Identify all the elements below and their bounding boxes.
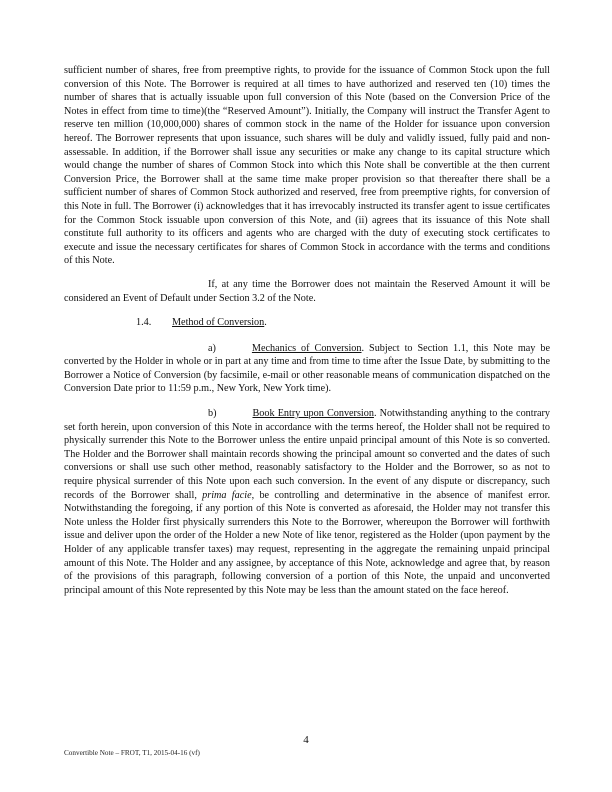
- document-body: [64, 64, 550, 608]
- subsection-a-letter: a): [208, 342, 216, 354]
- page-number: 4: [303, 734, 309, 746]
- section-heading: [136, 316, 550, 330]
- subsection-a-title: Mechanics of Conversion: [251, 342, 362, 354]
- footer-text: Convertible Note – FROT, T1, 2015-04-16 (vf): [64, 749, 200, 757]
- section-number: 1.4.: [136, 317, 152, 329]
- subsection-b-italic: prima facie: [202, 489, 252, 501]
- subsection-b: [64, 407, 550, 597]
- reserved-shares-paragraph: sufficient number of shares, free from preemptive rights, to provide for the issuance of Common Stock upon the full conversion of this Note. The Borrower is required at all times to have authorized and reserved ten (10) times the number of shares that is actually issuable upon full conversion of this Note (based on the Conversion Price of the Notes in effect from time to time)(the “Reserved Amount”). Initially, the Company will instruct the Transfer Agent to reserve ten million (10,000,000) shares of common stock in the name of the Holder for issuance upon conversion hereof. The Borrower represents that upon issuance, such shares will be duly and validly issued, fully paid and non-assessable. In addition, if the Borrower shall issue any securities or make any change to its capital structure which would change the number of shares of Common Stock into which this Note shall be convertible at the then current Conversion Price, the Borrower shall at the same time make proper provision so that thereafter there shall be a sufficient number of shares of Common Stock authorized and reserved, free from preemptive rights, for conversion of this Note in full. The Borrower (i) acknowledges that it has irrevocably instructed its transfer agent to issue certificates for the Common Stock issuable upon conversion of this Note, and (ii) agrees that its issuance of this Note shall constitute full authority to its officers and agents who are charged with the duty of executing stock certificates to execute and issue the necessary certificates for shares of Common Stock in accordance with the terms and conditions of this Note.: [64, 65, 550, 267]
- section-title: Method of Conversion: [172, 317, 265, 329]
- section-title-period: .: [264, 317, 267, 329]
- event-of-default-paragraph: If, at any time the Borrower does not maintain the Reserved Amount it will be considered an Event of Default under Section 3.2 of the Note.: [64, 278, 550, 304]
- subsection-a-body: . Subject to Section 1.1, this Note may be converted by the Holder in whole or in part at any time and from time to time after the Issue Date, by submitting to the Borrower a Notice of Conversion (by facsimile, e-mail or other reasonable means of communication dispatched on the Conversion Date prior to 11:59 p.m., New York, New York time).: [64, 342, 550, 395]
- subsection-b-title: Book Entry upon Conversion: [252, 408, 374, 420]
- subsection-b-letter: b): [208, 408, 217, 420]
- subsection-b-body-1: . Notwithstanding anything to the contrary set forth herein, upon conversion of this Note in accordance with the terms hereof, the Holder shall not be required to physically surrender this Note to the Borrower unless the entire unpaid principal amount of this Note is so converted. The Holder and the Borrower shall maintain records showing the principal amount so converted and the dates of such conversions or shall use such other method, reasonably satisfactory to the Holder and the Borrower, so as not to require physical surrender of this Note upon each such conversion. In the event of any dispute or discrepancy, such records of the Borrower shall,: [64, 408, 550, 501]
- subsection-a: [64, 342, 550, 396]
- subsection-b-body-2: , be controlling and determinative in the absence of manifest error. Notwithstanding the foregoing, if any portion of this Note is converted as aforesaid, the Holder may not transfer this Note unless the Holder first physically surrenders this Note to the Borrower, whereupon the Borrower will forthwith issue and deliver upon the order of the Holder a new Note of like tenor, registered as the Holder (upon payment by the Holder of any applicable transfer taxes) may request, representing in the aggregate the remaining unpaid principal amount of this Note. The Holder and any assignee, by acceptance of this Note, acknowledge and agree that, by reason of the provisions of this paragraph, following conversion of a portion of this Note, the unpaid and unconverted principal amount of this Note represented by this Note may be less than the amount stated on the face hereof.: [64, 489, 550, 596]
